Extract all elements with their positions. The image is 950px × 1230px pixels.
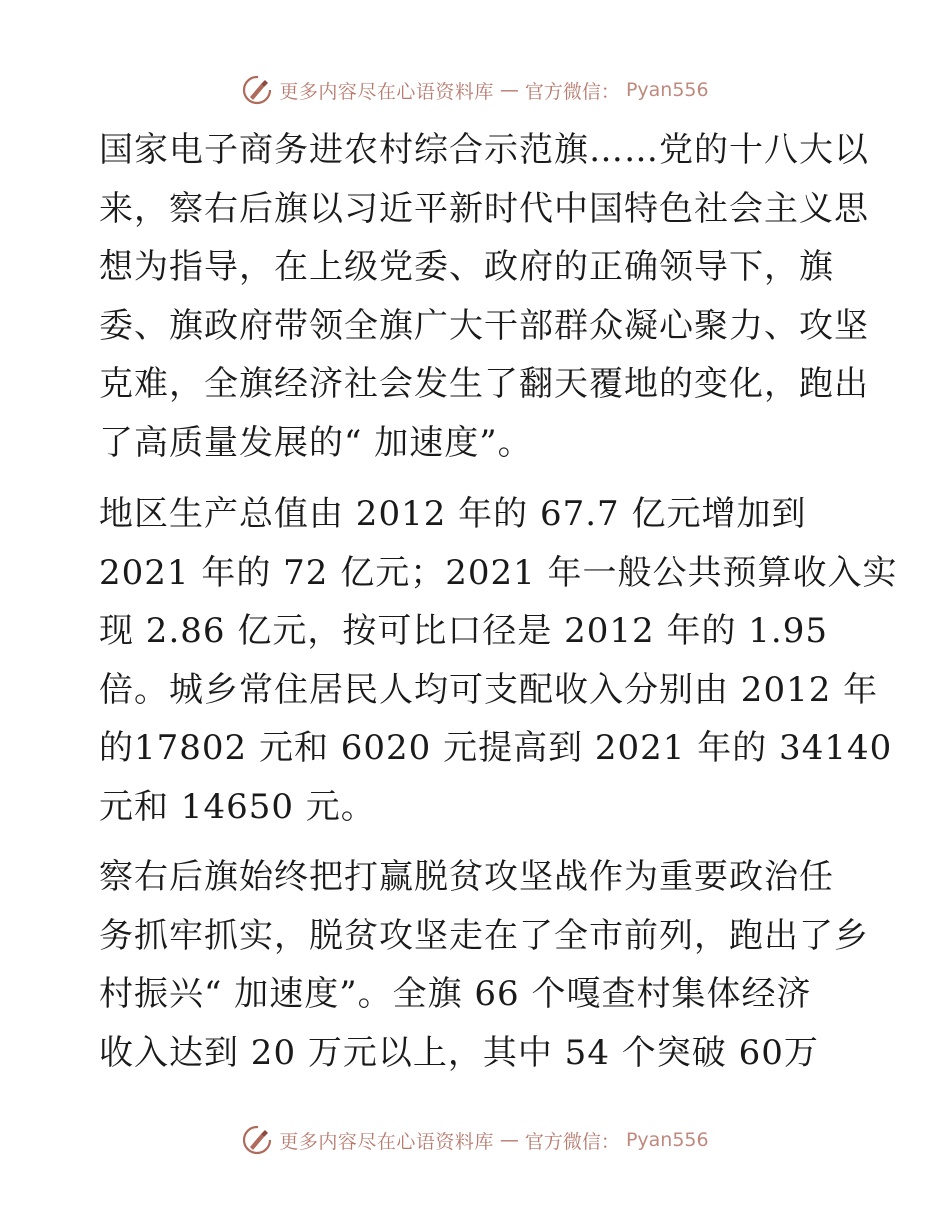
text-line: 想为指导，在上级党委、政府的正确领导下，旗 [99,247,834,287]
text-line: 地区生产总值由 2012 年的 67.7 亿元增加到 [99,494,807,534]
watermark-separator: — [499,79,519,101]
text-line: 务抓牢抓实，脱贫攻坚走在了全市前列，跑出了乡 [99,915,869,956]
text-line: 克难，全旗经济社会发生了翻天覆地的变化，跑出 [99,364,869,404]
text-line: 倍。城乡常住居民人均可支配收入分别由 2012 年 [99,669,879,710]
text-line: 的17802 元和 6020 元提高到 2021 年的 34140 [99,728,893,768]
text-line: 元和 14650 元。 [99,786,376,827]
text-line: 现 2.86 亿元，按可比口径是 2012 年的 1.95 [99,611,828,651]
text-line: 2021 年的 72 亿元；2021 年一般公共预算收入实 [99,552,898,593]
watermark-contact-label: 官方微信： [524,1130,620,1153]
text-line: 委、旗政府带领全旗广大干部群众凝心聚力、攻坚 [99,305,869,346]
watermark-wechat-id: Pyan556 [625,1129,709,1151]
text-line: 收入达到 20 万元以上，其中 54 个突破 60万 [99,1032,819,1073]
text-line: 村振兴“ 加速度”。全旗 66 个嘎查村集体经济 [99,974,812,1014]
paragraph-2 [99,485,898,836]
watermark-text: 更多内容尽在心语资料库 [279,80,494,103]
pen-nib-circle-icon [241,1124,273,1156]
text-line: 国家电子商务进农村综合示范旗……党的十八大以 [99,130,869,170]
text-line: 了高质量发展的“ 加速度”。 [99,422,533,463]
paragraph-3 [99,848,869,1082]
pen-nib-circle-icon [241,74,273,106]
text-line: 察右后旗始终把打赢脱贫攻坚战作为重要政治任 [99,857,834,897]
watermark-wechat-id: Pyan556 [625,79,709,101]
watermark-contact-label: 官方微信： [524,80,620,103]
watermark-separator: — [499,1129,519,1151]
watermark-header [0,74,950,106]
text-line: 来，察右后旗以习近平新时代中国特色社会主义思 [99,188,869,229]
watermark-footer [0,1124,950,1156]
watermark-text: 更多内容尽在心语资料库 [279,1130,494,1153]
paragraph-1 [99,121,869,472]
